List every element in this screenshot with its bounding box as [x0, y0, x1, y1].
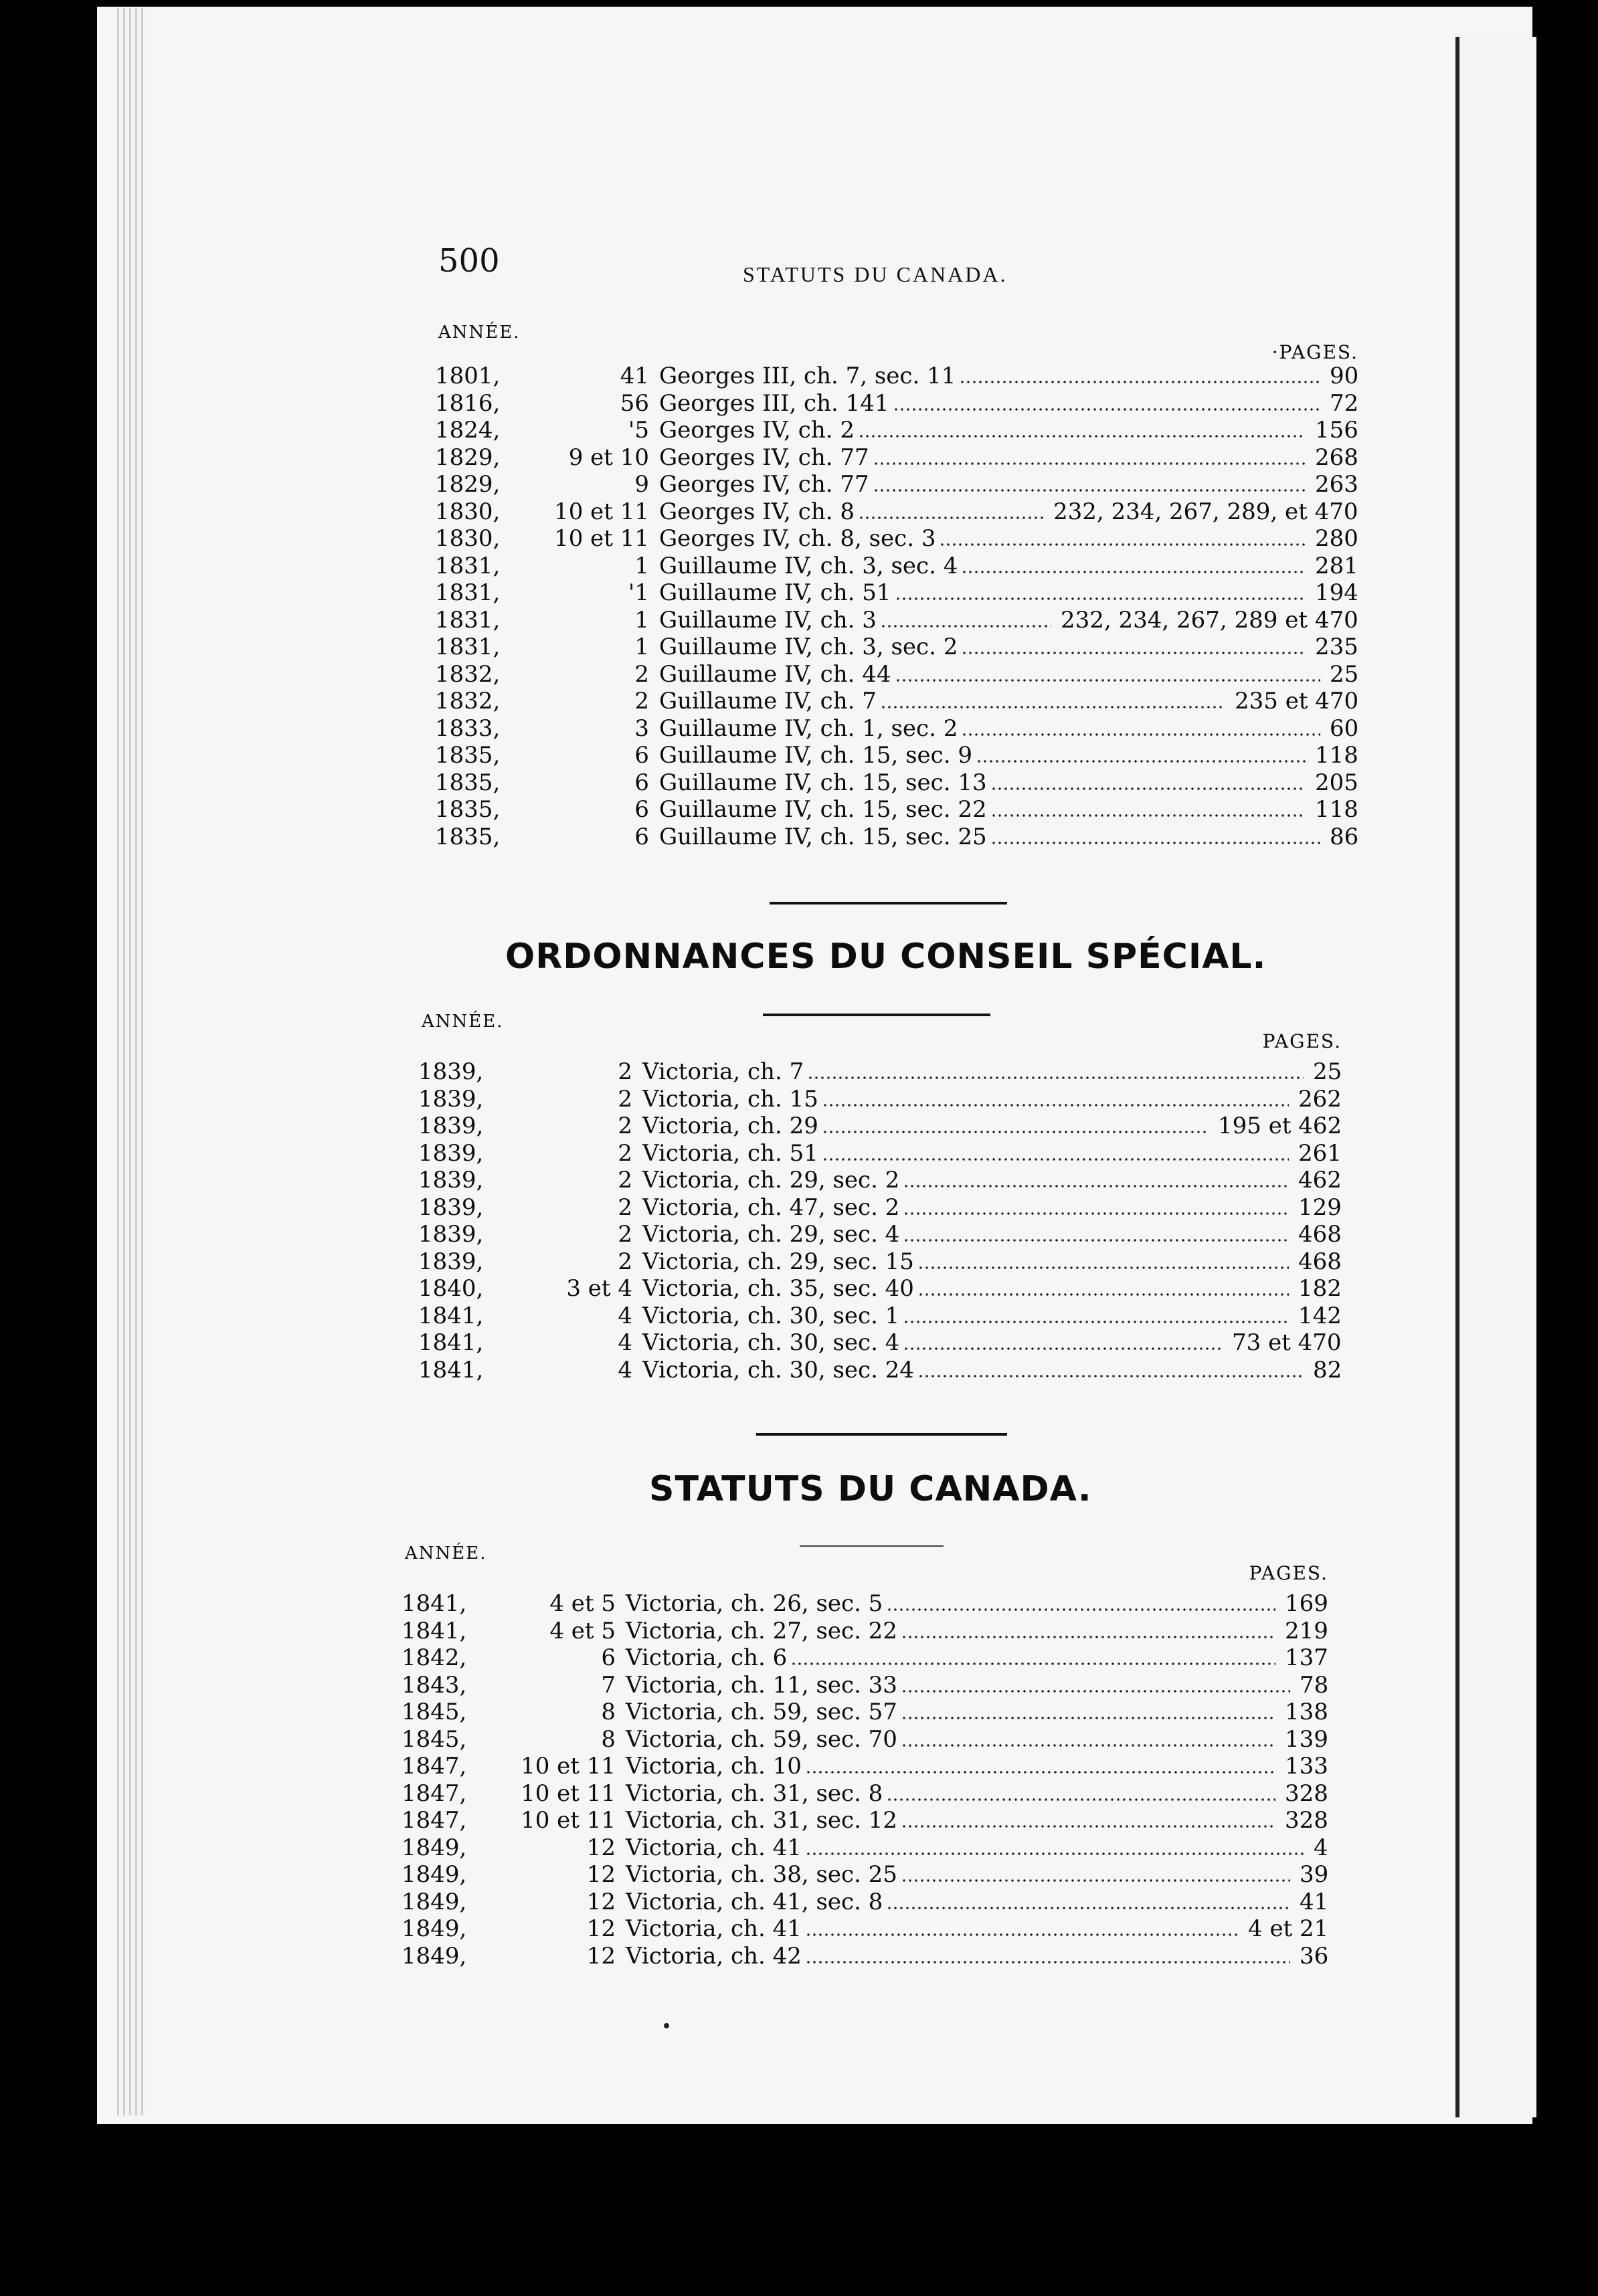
index-row	[435, 688, 1358, 714]
section-title-statuts: STATUTS DU CANADA.	[649, 1469, 1092, 1509]
entry-pages: 195 et 462	[1218, 1113, 1342, 1139]
dot-leader	[905, 1185, 1289, 1187]
entry-year: 1829,	[435, 471, 501, 498]
entry-year: 1835,	[435, 769, 501, 796]
page-number: 500	[438, 242, 500, 280]
entry-year: 1841,	[418, 1329, 484, 1356]
col-header-pages: PAGES.	[1249, 1562, 1328, 1584]
entry-reference: Victoria, ch. 47, sec. 2	[642, 1193, 900, 1221]
entry-year: 1830,	[435, 525, 501, 552]
dot-leader	[919, 1266, 1289, 1269]
entry-pages: 235 et 470	[1235, 688, 1359, 714]
entry-year: 1839,	[418, 1193, 484, 1221]
dot-leader	[824, 1104, 1289, 1107]
entry-regnal-number: 10 et 11	[554, 525, 649, 552]
index-row	[402, 1726, 1328, 1753]
entry-reference: Victoria, ch. 29, sec. 4	[642, 1221, 900, 1248]
index-row	[418, 1167, 1342, 1193]
entry-pages: 133	[1285, 1753, 1328, 1780]
entry-year: 1801,	[435, 363, 501, 389]
entry-regnal-number: '1	[628, 579, 649, 606]
entry-reference: Georges IV, ch. 8, sec. 3	[659, 525, 936, 552]
index-row	[435, 363, 1358, 389]
entry-reference: Georges IV, ch. 77	[659, 444, 869, 471]
dot-leader	[963, 571, 1306, 573]
entry-regnal-number: 4 et 5	[549, 1590, 616, 1617]
entry-year: 1841,	[418, 1356, 484, 1383]
entry-year: 1839,	[418, 1085, 484, 1113]
dot-leader	[882, 625, 1051, 628]
dot-leader	[903, 1879, 1290, 1882]
entry-reference: Victoria, ch. 29, sec. 15	[642, 1248, 914, 1275]
entry-regnal-number: 6	[601, 1644, 616, 1671]
index-row	[435, 607, 1358, 634]
entry-year: 1843,	[402, 1671, 467, 1699]
entry-reference: Guillaume IV, ch. 44	[659, 660, 891, 688]
entry-pages: 232, 234, 267, 289 et 470	[1061, 606, 1358, 634]
index-row	[418, 1140, 1342, 1167]
entry-reference: Victoria, ch. 30, sec. 1	[642, 1302, 900, 1329]
entry-year: 1833,	[435, 714, 501, 742]
entry-reference: Victoria, ch. 31, sec. 12	[626, 1807, 897, 1834]
dot-leader	[807, 1933, 1239, 1936]
entry-year: 1832,	[435, 660, 501, 688]
dot-leader	[903, 1744, 1275, 1747]
index-row	[418, 1194, 1342, 1221]
dot-leader	[792, 1662, 1275, 1665]
dot-leader	[941, 543, 1306, 546]
index-row	[435, 661, 1358, 688]
entry-regnal-number: 2	[618, 1113, 632, 1139]
entry-pages: 60	[1330, 714, 1359, 742]
entry-regnal-number: 2	[634, 688, 649, 714]
entry-reference: Georges III, ch. 7, sec. 11	[659, 363, 956, 389]
dot-leader	[963, 733, 1320, 736]
dot-leader	[824, 1131, 1209, 1133]
entry-regnal-number: 6	[634, 823, 649, 850]
entry-regnal-number: 8	[601, 1699, 616, 1725]
entry-year: 1839,	[418, 1058, 484, 1085]
index-row	[402, 1753, 1328, 1780]
entry-pages: 462	[1298, 1167, 1342, 1193]
entry-regnal-number: 12	[586, 1888, 616, 1915]
entry-pages: 78	[1300, 1671, 1329, 1699]
dot-leader	[978, 760, 1306, 763]
index-row	[435, 390, 1358, 417]
index-row	[435, 417, 1358, 444]
entry-pages: 219	[1285, 1617, 1328, 1644]
entry-reference: Victoria, ch. 30, sec. 4	[642, 1329, 900, 1356]
dot-leader	[875, 462, 1306, 465]
entry-reference: Victoria, ch. 29, sec. 2	[642, 1167, 900, 1193]
entry-pages: 41	[1300, 1888, 1329, 1915]
entry-regnal-number: 2	[618, 1085, 632, 1113]
entry-reference: Georges III, ch. 141	[659, 389, 889, 417]
index-row	[435, 796, 1358, 823]
entry-reference: Victoria, ch. 30, sec. 24	[642, 1356, 914, 1383]
index-row	[402, 1861, 1328, 1888]
entry-pages: 232, 234, 267, 289, et 470	[1053, 498, 1358, 525]
dot-leader	[905, 1212, 1289, 1215]
entry-reference: Victoria, ch. 10	[626, 1753, 802, 1780]
index-row	[435, 579, 1358, 606]
index-row	[435, 444, 1358, 471]
entry-regnal-number: 8	[601, 1725, 616, 1753]
entry-year: 1829,	[435, 444, 501, 471]
entry-regnal-number: 2	[618, 1221, 632, 1248]
entry-reference: Guillaume IV, ch. 1, sec. 2	[659, 714, 958, 742]
entry-regnal-number: 12	[586, 1834, 616, 1861]
entry-reference: Guillaume IV, ch. 3, sec. 2	[659, 634, 958, 660]
entry-regnal-number: 41	[620, 363, 649, 389]
entry-regnal-number: 10 et 11	[521, 1780, 616, 1807]
index-row	[402, 1807, 1328, 1834]
entry-pages: 118	[1315, 796, 1358, 823]
index-row	[402, 1889, 1328, 1915]
index-row	[418, 1086, 1342, 1113]
entry-pages: 118	[1315, 742, 1358, 769]
section-title-underline	[763, 1014, 990, 1016]
entry-pages: 90	[1330, 363, 1359, 389]
dot-leader	[905, 1347, 1223, 1350]
entry-regnal-number: 3 et 4	[566, 1275, 632, 1302]
entry-reference: Georges IV, ch. 8	[659, 498, 855, 525]
dot-leader	[903, 1717, 1275, 1719]
entry-regnal-number: 6	[634, 796, 649, 823]
entry-reference: Victoria, ch. 59, sec. 57	[626, 1699, 897, 1725]
dot-leader	[897, 597, 1306, 600]
dot-leader	[824, 1158, 1289, 1161]
dot-leader	[860, 435, 1306, 438]
entry-year: 1816,	[435, 389, 501, 417]
entry-reference: Guillaume IV, ch. 51	[659, 579, 891, 606]
entry-regnal-number: 2	[618, 1139, 632, 1167]
ink-speck	[664, 2023, 669, 2028]
index-row	[418, 1221, 1342, 1248]
entry-year: 1840,	[418, 1275, 484, 1302]
entry-pages: 263	[1315, 471, 1358, 498]
entry-reference: Victoria, ch. 59, sec. 70	[626, 1725, 897, 1753]
col-header-pages: PAGES.	[1262, 1030, 1342, 1052]
entry-pages: 138	[1285, 1699, 1328, 1725]
index-row	[418, 1329, 1342, 1356]
entry-year: 1845,	[402, 1725, 467, 1753]
entry-regnal-number: 1	[634, 606, 649, 634]
entry-year: 1842,	[402, 1644, 467, 1671]
entry-year: 1831,	[435, 579, 501, 606]
entry-year: 1831,	[435, 634, 501, 660]
dot-leader	[919, 1293, 1289, 1296]
dot-leader	[807, 1961, 1290, 1964]
entry-pages: 328	[1285, 1807, 1328, 1834]
dot-leader	[905, 1239, 1289, 1242]
index-row	[435, 471, 1358, 498]
index-row	[402, 1672, 1328, 1699]
entry-pages: 328	[1285, 1780, 1328, 1807]
entry-reference: Guillaume IV, ch. 3, sec. 4	[659, 552, 958, 579]
dot-leader	[888, 1608, 1275, 1611]
index-row	[435, 742, 1358, 769]
entry-regnal-number: 2	[618, 1167, 632, 1193]
entry-reference: Victoria, ch. 27, sec. 22	[626, 1617, 897, 1644]
entry-pages: 129	[1298, 1193, 1342, 1221]
entry-pages: 280	[1315, 525, 1358, 552]
page-stack-edge	[117, 8, 147, 2115]
entry-regnal-number: 10 et 11	[521, 1807, 616, 1834]
dot-leader	[882, 706, 1225, 708]
entry-regnal-number: 12	[586, 1942, 616, 1970]
dot-leader	[903, 1690, 1290, 1693]
entry-pages: 468	[1298, 1221, 1342, 1248]
entry-year: 1831,	[435, 552, 501, 579]
entry-pages: 82	[1313, 1356, 1342, 1383]
entry-year: 1839,	[418, 1139, 484, 1167]
entry-year: 1841,	[418, 1302, 484, 1329]
entry-pages: 205	[1315, 769, 1358, 796]
entry-regnal-number: 56	[620, 389, 649, 417]
entry-reference: Victoria, ch. 29	[642, 1113, 818, 1139]
entry-reference: Victoria, ch. 35, sec. 40	[642, 1275, 914, 1302]
index-row	[402, 1699, 1328, 1725]
dot-leader	[809, 1076, 1304, 1079]
entry-year: 1835,	[435, 742, 501, 769]
index-row	[402, 1780, 1328, 1807]
entry-regnal-number: 12	[586, 1861, 616, 1888]
entry-year: 1839,	[418, 1248, 484, 1275]
entry-pages: 182	[1298, 1275, 1342, 1302]
entry-reference: Victoria, ch. 15	[642, 1085, 818, 1113]
entry-year: 1841,	[402, 1590, 467, 1617]
entry-pages: 25	[1313, 1058, 1342, 1085]
dot-leader	[895, 408, 1320, 411]
entry-pages: 156	[1315, 417, 1358, 444]
entry-reference: Victoria, ch. 7	[642, 1058, 804, 1085]
entry-year: 1835,	[435, 796, 501, 823]
entry-reference: Georges IV, ch. 77	[659, 471, 869, 498]
entry-pages: 468	[1298, 1248, 1342, 1275]
entry-year: 1839,	[418, 1167, 484, 1193]
entry-pages: 39	[1300, 1861, 1329, 1888]
dot-leader	[888, 1907, 1290, 1909]
index-row	[435, 553, 1358, 579]
dot-leader	[903, 1825, 1275, 1828]
entry-reference: Victoria, ch. 41	[626, 1915, 802, 1942]
entry-reference: Guillaume IV, ch. 7	[659, 688, 877, 714]
entry-regnal-number: 6	[634, 742, 649, 769]
index-row	[418, 1058, 1342, 1085]
entry-regnal-number: 7	[601, 1671, 616, 1699]
entry-reference: Victoria, ch. 38, sec. 25	[626, 1861, 897, 1888]
entry-regnal-number: 9 et 10	[568, 444, 649, 471]
index-row	[435, 715, 1358, 742]
index-row	[435, 525, 1358, 552]
dot-leader	[897, 679, 1320, 682]
index-row	[402, 1590, 1328, 1617]
entry-pages: 86	[1330, 823, 1359, 850]
entry-regnal-number: 6	[634, 769, 649, 796]
index-row	[402, 1644, 1328, 1671]
entry-year: 1847,	[402, 1753, 467, 1780]
entry-regnal-number: 12	[586, 1915, 616, 1942]
section-rule	[756, 1433, 1007, 1436]
entry-regnal-number: 4	[618, 1302, 632, 1329]
entry-year: 1824,	[435, 417, 501, 444]
section-title-ordonnances: ORDONNANCES DU CONSEIL SPÉCIAL.	[505, 937, 1267, 977]
entry-pages: 235	[1315, 634, 1358, 660]
entry-year: 1849,	[402, 1861, 467, 1888]
entry-reference: Victoria, ch. 51	[642, 1139, 818, 1167]
dot-leader	[860, 516, 1044, 519]
entry-pages: 169	[1285, 1590, 1328, 1617]
entry-pages: 194	[1315, 579, 1358, 606]
entry-regnal-number: 2	[618, 1058, 632, 1085]
entry-reference: Victoria, ch. 11, sec. 33	[626, 1671, 897, 1699]
dot-leader	[992, 787, 1306, 790]
col-header-year: ANNÉE.	[422, 1012, 504, 1032]
entry-reference: Victoria, ch. 42	[626, 1942, 802, 1970]
index-row	[402, 1834, 1328, 1861]
entry-year: 1847,	[402, 1807, 467, 1834]
running-title: STATUTS DU CANADA.	[743, 262, 1008, 286]
entry-year: 1849,	[402, 1915, 467, 1942]
entry-regnal-number: 2	[618, 1248, 632, 1275]
entry-regnal-number: 2	[618, 1193, 632, 1221]
dot-leader	[807, 1771, 1275, 1774]
col-header-year: ANNÉE.	[438, 322, 521, 343]
index-row	[435, 824, 1358, 850]
entry-regnal-number: 1	[634, 552, 649, 579]
entry-year: 1841,	[402, 1617, 467, 1644]
entry-pages: 137	[1285, 1644, 1328, 1671]
entry-year: 1849,	[402, 1888, 467, 1915]
entry-pages: 36	[1300, 1942, 1329, 1970]
dot-leader	[807, 1852, 1304, 1855]
entry-year: 1832,	[435, 688, 501, 714]
entry-reference: Victoria, ch. 41	[626, 1834, 802, 1861]
entry-reference: Guillaume IV, ch. 3	[659, 606, 877, 634]
dot-leader	[992, 842, 1320, 844]
entry-pages: 268	[1315, 444, 1358, 471]
index-row	[418, 1113, 1342, 1139]
entry-year: 1830,	[435, 498, 501, 525]
entry-pages: 262	[1298, 1085, 1342, 1113]
entry-reference: Guillaume IV, ch. 15, sec. 22	[659, 796, 987, 823]
entry-pages: 4 et 21	[1248, 1915, 1329, 1942]
entry-regnal-number: 10 et 11	[554, 498, 649, 525]
entry-year: 1835,	[435, 823, 501, 850]
index-row	[402, 1618, 1328, 1644]
entry-regnal-number: 4	[618, 1329, 632, 1356]
index-row	[402, 1943, 1328, 1970]
entry-regnal-number: 9	[634, 471, 649, 498]
entry-reference: Victoria, ch. 41, sec. 8	[626, 1888, 883, 1915]
entry-pages: 261	[1298, 1139, 1342, 1167]
entry-regnal-number: '5	[628, 417, 649, 444]
entry-pages: 25	[1330, 660, 1359, 688]
dot-leader	[963, 652, 1306, 654]
section-rule	[770, 902, 1007, 904]
entry-regnal-number: 4	[618, 1356, 632, 1383]
entry-year: 1831,	[435, 606, 501, 634]
entry-regnal-number: 1	[634, 634, 649, 660]
col-header-year: ANNÉE.	[405, 1543, 487, 1563]
entry-pages: 139	[1285, 1725, 1328, 1753]
entry-year: 1845,	[402, 1699, 467, 1725]
entry-pages: 142	[1298, 1302, 1342, 1329]
entry-reference: Guillaume IV, ch. 15, sec. 13	[659, 769, 987, 796]
index-row	[435, 634, 1358, 660]
index-row	[418, 1275, 1342, 1302]
col-header-pages: ·PAGES.	[1271, 341, 1358, 363]
section-title-underline	[800, 1545, 944, 1547]
entry-regnal-number: 10 et 11	[521, 1753, 616, 1780]
entry-year: 1849,	[402, 1834, 467, 1861]
entry-regnal-number: 4 et 5	[549, 1617, 616, 1644]
entry-reference: Victoria, ch. 31, sec. 8	[626, 1780, 883, 1807]
index-row	[418, 1303, 1342, 1329]
index-row	[435, 498, 1358, 525]
dot-leader	[992, 814, 1306, 817]
entry-year: 1839,	[418, 1113, 484, 1139]
dot-leader	[961, 381, 1320, 383]
index-row	[435, 769, 1358, 796]
dot-leader	[888, 1798, 1275, 1801]
entry-regnal-number: 3	[634, 714, 649, 742]
entry-reference: Guillaume IV, ch. 15, sec. 9	[659, 742, 972, 769]
dot-leader	[903, 1636, 1275, 1638]
entry-pages: 281	[1315, 552, 1358, 579]
entry-year: 1847,	[402, 1780, 467, 1807]
index-row	[418, 1248, 1342, 1275]
entry-pages: 4	[1314, 1834, 1328, 1861]
entry-reference: Georges IV, ch. 2	[659, 417, 855, 444]
dot-leader	[919, 1375, 1304, 1377]
entry-year: 1849,	[402, 1942, 467, 1970]
entry-pages: 73 et 470	[1232, 1329, 1342, 1356]
entry-reference: Victoria, ch. 26, sec. 5	[626, 1590, 883, 1617]
dot-leader	[905, 1321, 1289, 1323]
dot-leader	[875, 489, 1306, 492]
facing-page-edge	[1455, 37, 1536, 2117]
entry-reference: Guillaume IV, ch. 15, sec. 25	[659, 823, 987, 850]
entry-pages: 72	[1330, 389, 1359, 417]
index-row	[418, 1357, 1342, 1383]
index-row	[402, 1915, 1328, 1942]
entry-regnal-number: 2	[634, 660, 649, 688]
entry-reference: Victoria, ch. 6	[626, 1644, 788, 1671]
entry-year: 1839,	[418, 1221, 484, 1248]
